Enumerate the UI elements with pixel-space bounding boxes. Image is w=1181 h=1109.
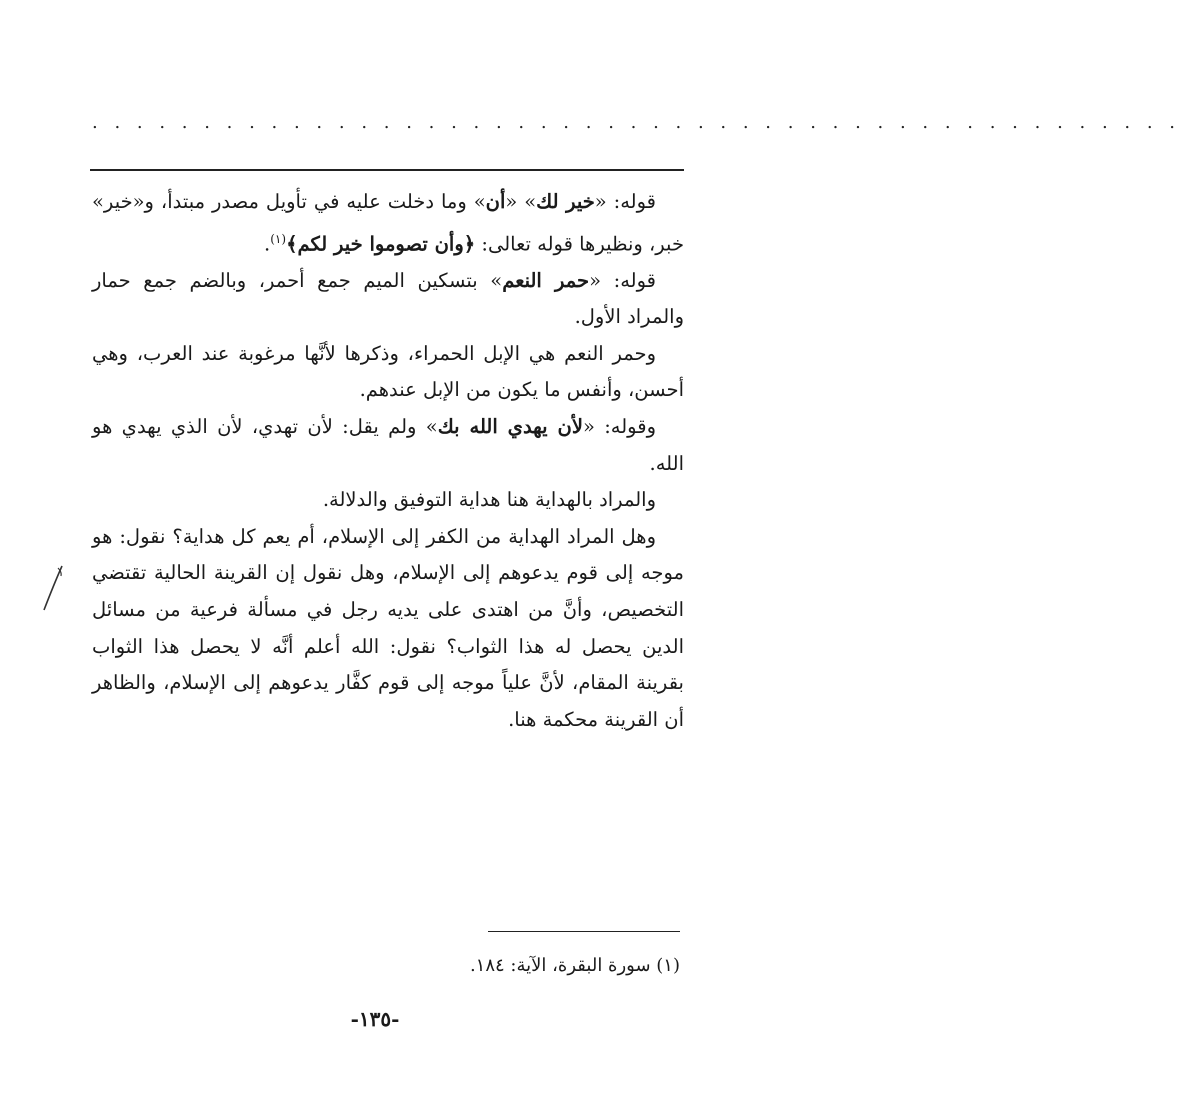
text-run: » وما دخلت عليه في تأويل مصدر مبتدأ، و«خير» خبر، ونظيرها قوله تعالى: (92, 190, 684, 256)
text-run: . (264, 232, 271, 256)
text-run: قوله: « (594, 190, 656, 213)
paragraph (92, 263, 684, 336)
text-run: قوله: « (589, 268, 656, 292)
text-run: وقوله: « (582, 415, 656, 439)
text-run: » ولم يقل: لأن تهدي، لأن الذي يهدي هو الله. (92, 415, 684, 475)
paragraph (92, 409, 684, 482)
header-dotted-line: . . . . . . . . . . . . . . . . . . . . . . . . . . . . . . . . . . . . . . . . . . . . . . . . . (92, 112, 1181, 133)
quran-verse: ﴿وأن تصوموا خير لكم﴾ (286, 232, 476, 256)
header-rule (90, 169, 684, 171)
page-number: -١٣٥- (350, 1007, 400, 1031)
paragraph: والمراد بالهداية هنا هداية التوفيق والدلالة. (322, 488, 656, 512)
main-text-body (92, 184, 684, 738)
bold-phrase: لأن يهدي الله بك (437, 415, 583, 439)
paragraph (92, 184, 684, 263)
footnote-ref: (١) (270, 231, 287, 246)
bold-phrase: أن (485, 190, 506, 213)
footnote: (١) سورة البقرة، الآية: ١٨٤. (469, 955, 680, 976)
text-run: » « (505, 190, 537, 213)
bold-phrase: خير لك (536, 190, 595, 213)
footnote-rule (488, 931, 680, 932)
text-run: » بتسكين الميم جمع أحمر، وبالضم جمع حمار والمراد الأول. (92, 268, 684, 329)
margin-pencil-mark (40, 564, 66, 612)
paragraph: وهل المراد الهداية من الكفر إلى الإسلام، أم يعم كل هداية؟ نقول: هو موجه إلى قوم يدعوهم إلى الإسلام، وهل نقول إن القرينة الحالية تقتضي التخصيص، وأنَّ من اهتدى على يديه رجل في مسألة فرعية من مسائل الدين يحصل له هذا الثواب؟ نقول: الله أعلم أنَّه لا يحصل هذا الثواب بقرينة المقام، لأنَّ علياً موجه إلى قوم كفَّار يدعوهم إلى الإسلام، والظاهر أن القرينة محكمة هنا. (92, 524, 684, 731)
bold-phrase: حمر النعم (502, 268, 590, 292)
paragraph: وحمر النعم هي الإبل الحمراء، وذكرها لأنَّها مرغوبة عند العرب، وهي أحسن، وأنفس ما يكون من الإبل عندهم. (92, 341, 684, 402)
